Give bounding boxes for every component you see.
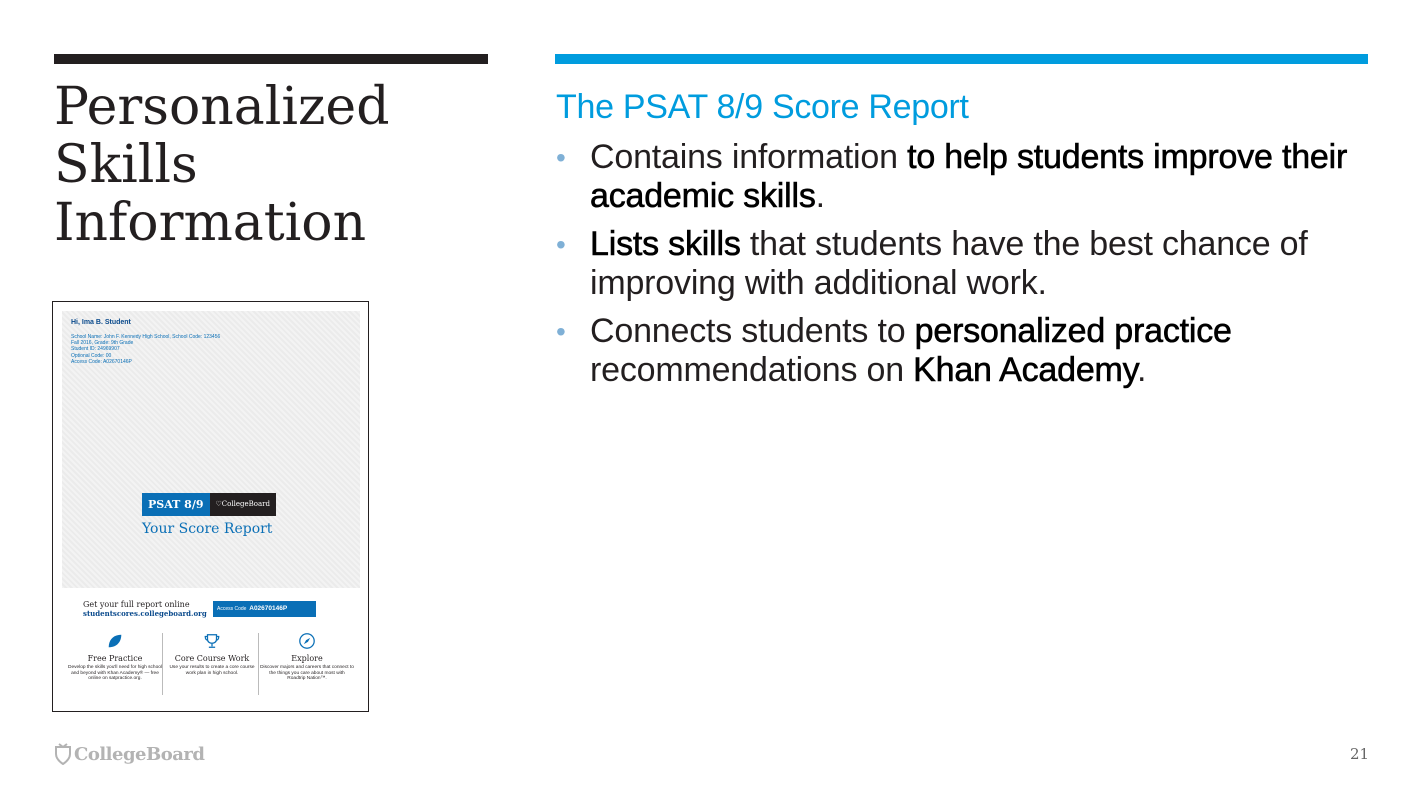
bullet-emphasis: Lists skills	[590, 225, 741, 263]
acorn-icon	[54, 743, 72, 765]
bullet-text: that students have the best chance of improving with additional work.	[590, 225, 1308, 302]
section-heading: The PSAT 8/9 Score Report	[556, 88, 969, 126]
heading-rule	[555, 54, 1368, 64]
acorn-icon: ♡	[215, 500, 222, 508]
column-text: Use your results to create a core course work plan in high school.	[169, 665, 255, 676]
bullet-item	[556, 312, 1368, 390]
column-divider	[258, 633, 259, 695]
column-title: Free Practice	[87, 654, 143, 663]
logo-text: CollegeBoard	[74, 743, 205, 765]
info-line: Access Code: A02670146P	[71, 358, 132, 365]
collegeboard-logo	[54, 743, 204, 765]
bullet-text: .	[815, 177, 825, 215]
info-line: Student ID: 24969907	[71, 346, 120, 353]
online-report-text	[83, 600, 207, 618]
column-text: Develop the skills you'll need for high school and beyond with Khan Academy® — free online on satpractice.org.	[68, 665, 162, 682]
trophy-icon	[203, 632, 221, 650]
column-core-course	[165, 632, 259, 676]
bullet-emphasis: personalized practice	[914, 312, 1232, 350]
access-code: A02670146P	[249, 605, 288, 612]
access-code-box	[213, 601, 316, 617]
report-greeting: Hi, Ima B. Student	[71, 319, 131, 326]
info-line: School Name: John F. Kennedy High School, School Code: 123456	[71, 334, 221, 340]
compass-icon	[298, 632, 316, 650]
bullet-item	[556, 138, 1368, 216]
online-url: studentscores.collegeboard.org	[83, 609, 207, 618]
title-rule	[54, 54, 488, 64]
badge-label: PSAT 8/9	[142, 493, 210, 516]
bullet-dot-icon: •	[556, 229, 566, 260]
score-report-thumbnail	[52, 301, 369, 712]
bullet-text: .	[1136, 351, 1147, 389]
bullet-emphasis: Khan Academy	[913, 351, 1137, 389]
report-title: Your Score Report	[142, 521, 273, 537]
info-line: Fall 2016, Grade: 9th Grade	[71, 340, 134, 347]
report-student-info	[71, 334, 271, 365]
slide-title: Personalized Skills Information	[54, 77, 390, 253]
info-line: Optional Code: 00	[71, 352, 112, 359]
column-free-practice	[68, 632, 162, 682]
bullet-dot-icon: •	[556, 316, 566, 347]
psat-badge	[142, 493, 276, 516]
column-divider	[162, 633, 163, 695]
column-explore	[260, 632, 354, 682]
page-number: 21	[1350, 745, 1370, 763]
bullet-text: Connects students to	[590, 312, 915, 350]
bullet-list	[556, 138, 1368, 399]
bullet-emphasis: to help students improve their academic skills	[590, 138, 1348, 215]
online-text: Get your full report online	[83, 600, 190, 609]
column-title: Explore	[291, 654, 323, 663]
bullet-dot-icon: •	[556, 142, 566, 173]
bullet-item	[556, 225, 1368, 303]
badge-brand-text: CollegeBoard	[221, 500, 270, 508]
report-cover	[62, 311, 360, 588]
column-text: Discover majors and careers that connect to the things you care about most with Roadtrip Nation™.	[260, 665, 354, 682]
leaf-icon	[106, 632, 124, 650]
badge-brand	[210, 493, 276, 516]
column-title: Core Course Work	[174, 654, 250, 663]
bullet-text: recommendations on	[590, 351, 914, 389]
access-label: Access Code	[217, 606, 247, 612]
bullet-text: Contains information	[590, 138, 908, 176]
